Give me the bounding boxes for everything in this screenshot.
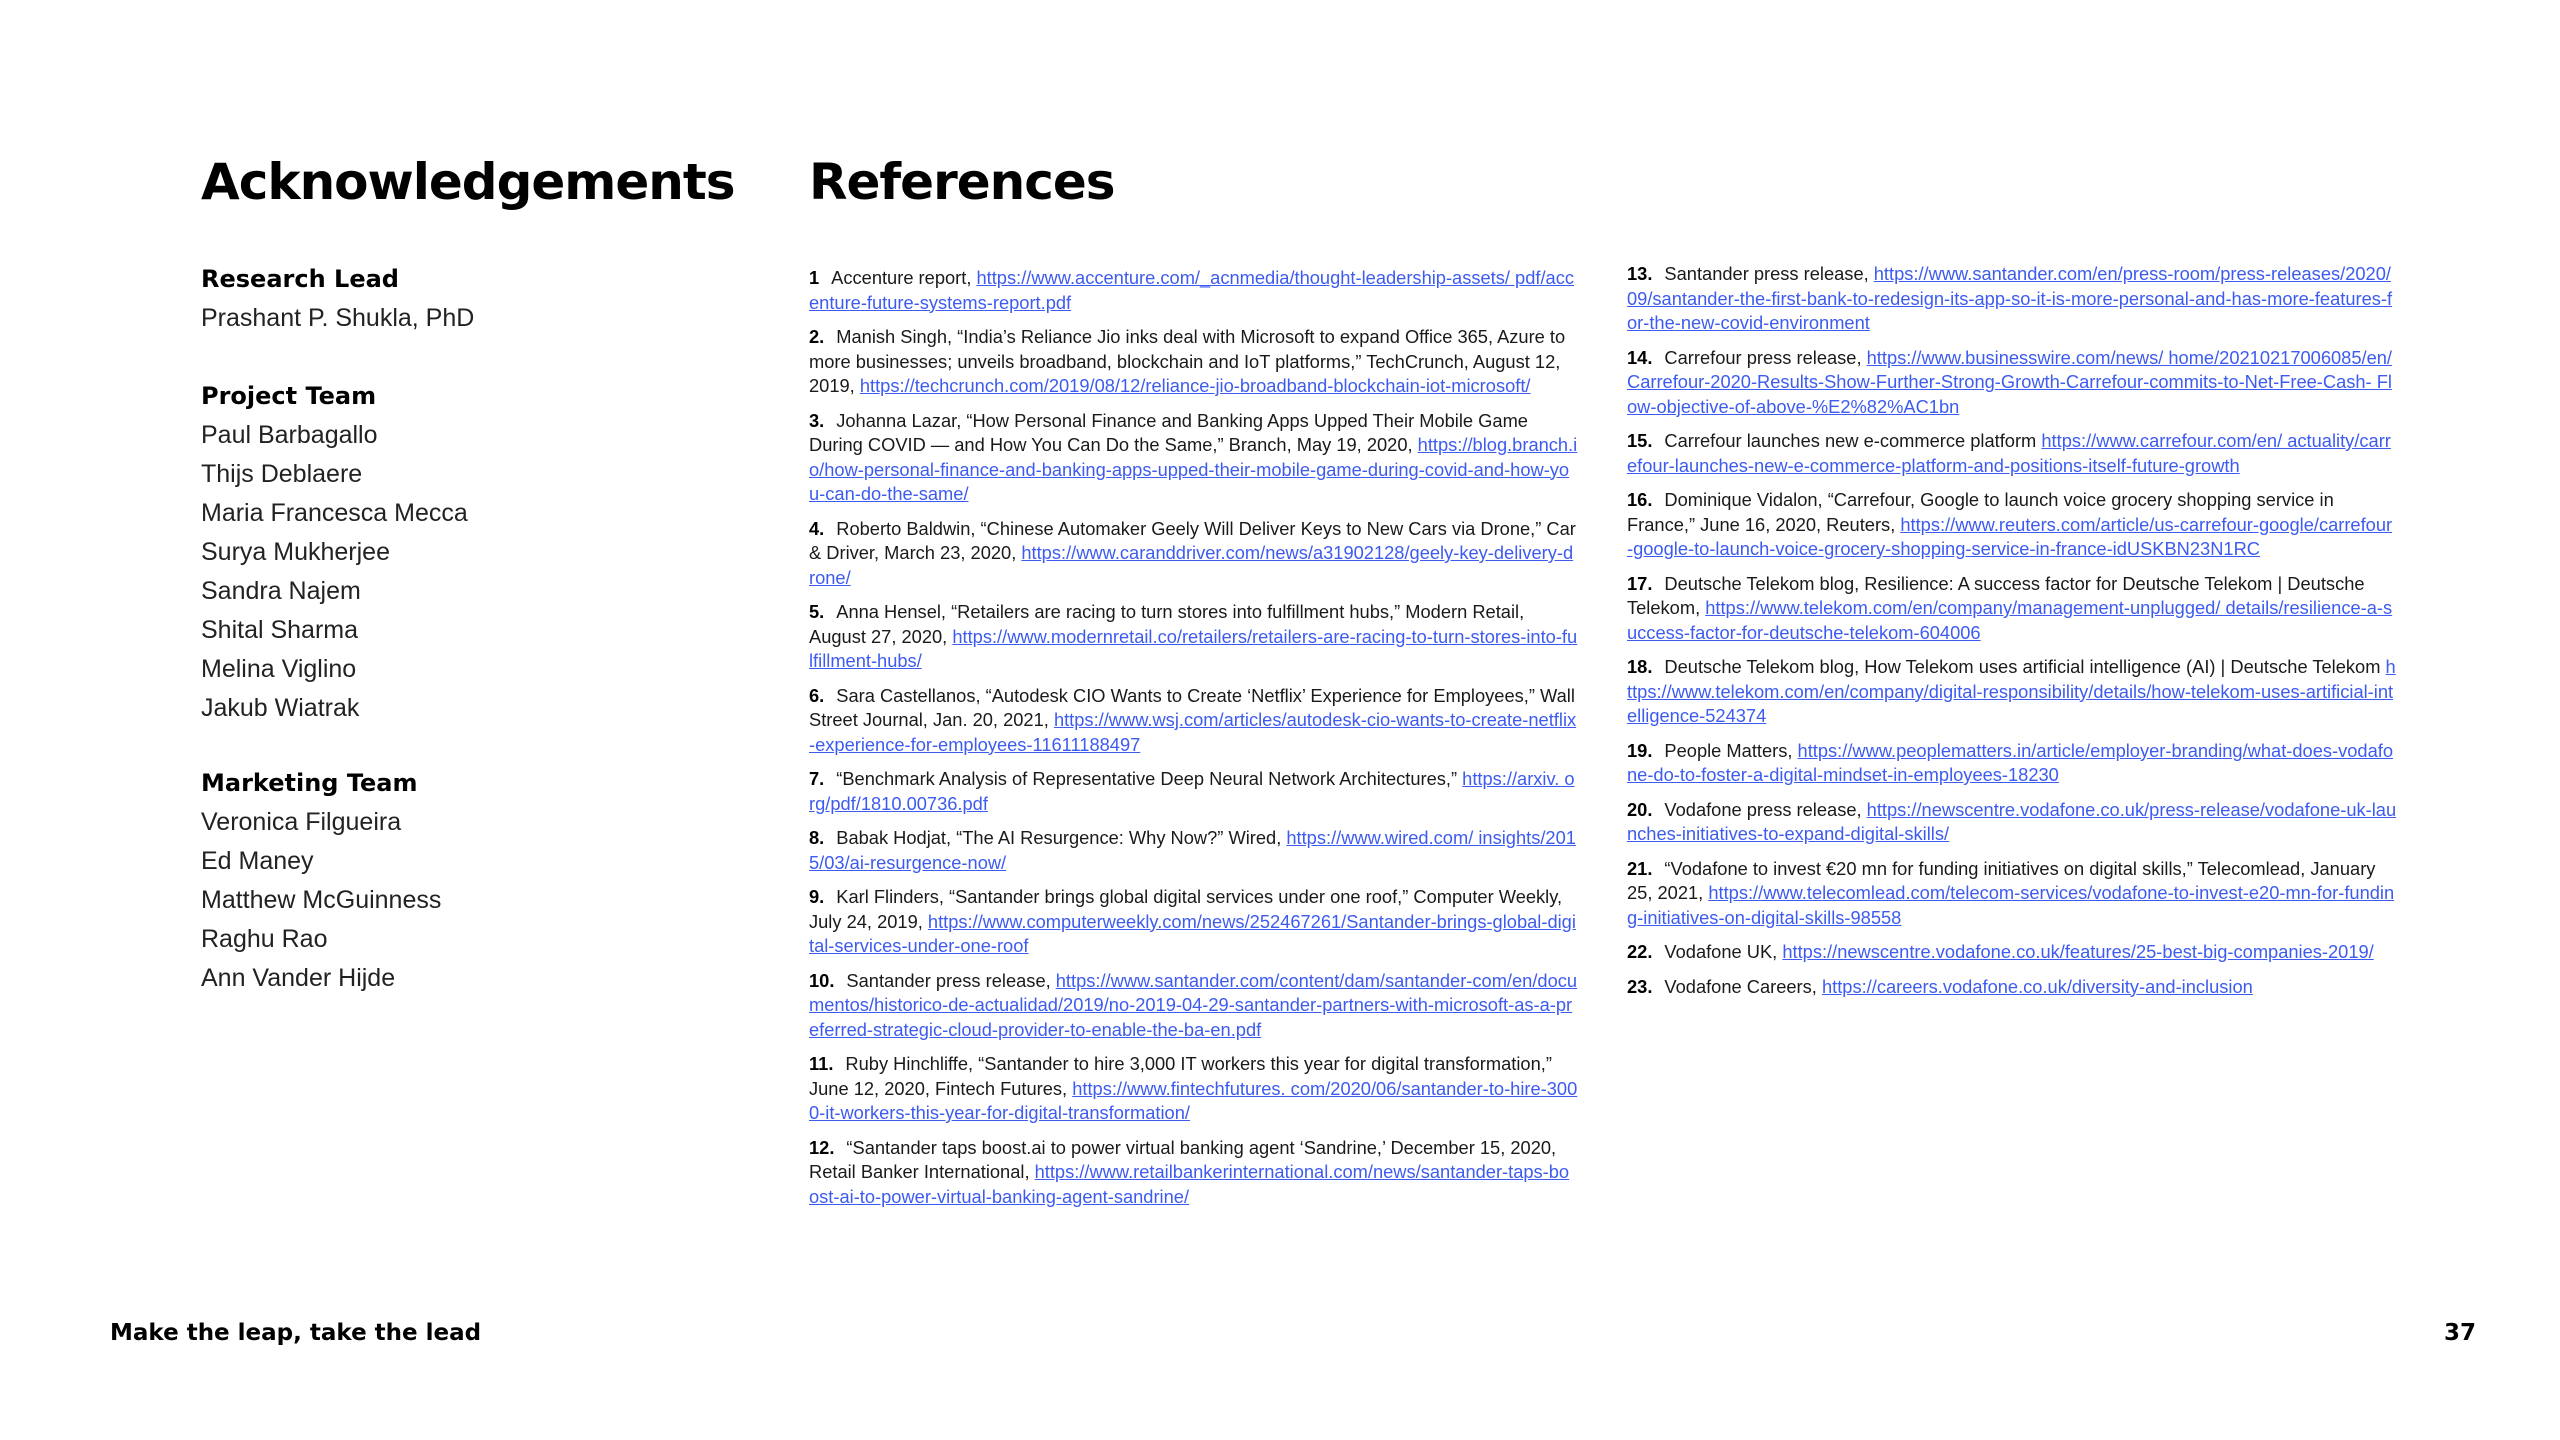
reference-link[interactable]: https://careers.vodafone.co.uk/diversity-and-inclusion xyxy=(1821,975,2253,997)
reference-item xyxy=(809,600,1579,674)
project-team-title: Project Team xyxy=(201,382,377,410)
reference-item xyxy=(809,325,1579,399)
reference-link[interactable]: https://www.retailbankerinternational.com/news/santander-taps-boost-ai-to-power-virtual-banking-agent-sandrine/ xyxy=(809,1161,1570,1207)
reference-item xyxy=(1627,975,2397,1000)
reference-item xyxy=(1627,429,2397,478)
reference-link[interactable]: https://blog.branch.io/how-personal-finance-and-banking-apps-upped-their-mobile-game-during-covid-and-how-you-can-do-the-same/ xyxy=(809,434,1578,504)
reference-link[interactable]: https://www.wsj.com/articles/autodesk-cio-wants-to-create-netflix-experience-for-employees-11611188497 xyxy=(809,709,1577,755)
reference-number: 10. xyxy=(809,969,835,991)
reference-text: Roberto Baldwin, “Chinese Automaker Geely Will Deliver Keys to New Cars via Drone,” Car & Driver, March 23, 2020, xyxy=(809,517,1576,563)
reference-number: 15. xyxy=(1627,430,1653,451)
reference-number: 11. xyxy=(809,1053,834,1074)
reference-link[interactable]: https://www.santander.com/content/dam/santander-com/en/documentos/historico-de-actualidad/2019/no-2019-04-29-santander-partners-with-microsoft-as-a-preferred-strategic-cloud-provider-to-enable-the-ba-en.pdf xyxy=(809,969,1578,1040)
reference-text: Deutsche Telekom blog, Resilience: A success factor for Deutsche Telekom | Deutsche Telekom, xyxy=(1627,572,2365,618)
references-title: References xyxy=(809,153,1115,211)
person-name: Sandra Najem xyxy=(201,577,361,605)
reference-link[interactable]: https://www.telekom.com/en/company/management-unplugged/ details/resilience-a-success-factor-for-deutsche-telekom-604006 xyxy=(1627,597,2393,643)
project-team-section xyxy=(201,377,468,728)
reference-number: 12. xyxy=(809,1136,835,1158)
reference-number: 8. xyxy=(809,827,825,848)
reference-item xyxy=(809,1136,1579,1210)
reference-text: Vodafone press release, xyxy=(1664,798,1867,820)
reference-link[interactable]: https://www.telekom.com/en/company/digital-responsibility/details/how-telekom-uses-artificial-intelligence-524374 xyxy=(1627,656,2396,726)
reference-number: 3. xyxy=(809,409,825,431)
reference-link[interactable]: https://www.caranddriver.com/news/a31902128/geely-key-delivery-drone/ xyxy=(809,542,1574,588)
person-name: Ann Vander Hijde xyxy=(201,964,396,992)
reference-link[interactable]: https://newscentre.vodafone.co.uk/press-release/vodafone-uk-launches-initiatives-to-expand-digital-skills/ xyxy=(1627,798,2397,844)
reference-text: “Benchmark Analysis of Representative Deep Neural Network Architectures,” xyxy=(836,768,1463,789)
reference-number: 6. xyxy=(809,684,825,706)
reference-link[interactable]: https://www.fintechfutures. com/2020/06/santander-to-hire-3000-it-workers-this-year-for-digital-transformation/ xyxy=(809,1077,1578,1123)
reference-text: “Santander taps boost.ai to power virtual banking agent ‘Sandrine,’ December 15, 2020, Retail Banker International, xyxy=(809,1136,1557,1182)
reference-text: Karl Flinders, “Santander brings global digital services under one roof,” Computer Weekly, July 24, 2019, xyxy=(809,886,1563,932)
reference-number: 16. xyxy=(1627,489,1653,510)
marketing-team-section xyxy=(201,764,441,998)
reference-number: 22. xyxy=(1627,941,1653,962)
reference-item xyxy=(809,1052,1579,1126)
reference-item xyxy=(1627,739,2397,788)
reference-text: Vodafone UK, xyxy=(1664,941,1783,962)
reference-item xyxy=(1627,857,2397,931)
acknowledgements-title: Acknowledgements xyxy=(201,153,735,211)
reference-item xyxy=(1627,346,2397,420)
reference-number: 18. xyxy=(1627,656,1653,677)
marketing-team-title: Marketing Team xyxy=(201,769,418,797)
reference-number: 20. xyxy=(1627,798,1653,820)
reference-number: 23. xyxy=(1627,975,1653,997)
reference-link[interactable]: https://www.businesswire.com/news/ home/20210217006085/en/ Carrefour-2020-Results-Show-Further-Strong-Growth-Carrefour-commits-to-Net-Free-Cash- Flow-objective-of-above-%E2%82%AC1bn xyxy=(1627,346,2393,417)
reference-link[interactable]: https://www.santander.com/en/press-room/press-releases/2020/09/santander-the-first-bank-to-redesign-its-app-so-it-is-more-personal-and-has-more-features-for-the-new-covid-environment xyxy=(1627,263,2393,333)
references-column-1 xyxy=(809,266,1579,1219)
reference-number: 13. xyxy=(1627,263,1653,284)
reference-link[interactable]: https://newscentre.vodafone.co.uk/features/25-best-big-companies-2019/ xyxy=(1782,941,2374,962)
reference-item xyxy=(1627,262,2397,336)
person-name: Melina Viglino xyxy=(201,655,357,683)
reference-item xyxy=(809,684,1579,758)
reference-link[interactable]: https://www.peoplematters.in/article/employer-branding/what-does-vodafone-do-to-foster-a-digital-mindset-in-employees-18230 xyxy=(1627,739,2393,785)
reference-text: People Matters, xyxy=(1664,739,1798,761)
person-name: Shital Sharma xyxy=(201,616,359,644)
reference-text: Santander press release, xyxy=(846,969,1056,991)
person-name: Ed Maney xyxy=(201,847,314,875)
reference-item xyxy=(1627,572,2397,646)
reference-number: 2. xyxy=(809,326,825,347)
person-name: Thijs Deblaere xyxy=(201,460,363,488)
reference-item xyxy=(1627,940,2397,965)
acknowledgements-section xyxy=(201,148,761,992)
reference-item xyxy=(809,826,1579,875)
reference-text: Manish Singh, “India’s Reliance Jio inks deal with Microsoft to expand Office 365, Azure to more businesses; unveils broadband, blockchain and IoT platforms,” TechCrunch, August 12, 2019, xyxy=(809,326,1566,396)
reference-item xyxy=(1627,798,2397,847)
references-column-2 xyxy=(1627,262,2397,1009)
reference-number: 4. xyxy=(809,517,825,539)
reference-link[interactable]: https://www.reuters.com/article/us-carrefour-google/carrefour-google-to-launch-voice-grocery-shopping-service-in-france-idUSKBN23N1RC xyxy=(1627,513,2393,559)
reference-item xyxy=(809,885,1579,959)
reference-text: Santander press release, xyxy=(1664,263,1874,284)
reference-text: Accenture report, xyxy=(831,267,977,288)
reference-number: 5. xyxy=(809,601,825,622)
reference-text: Babak Hodjat, “The AI Resurgence: Why Now?” Wired, xyxy=(836,827,1287,848)
reference-number: 17. xyxy=(1627,572,1653,594)
reference-item xyxy=(809,517,1579,591)
reference-text: Carrefour launches new e-commerce platform xyxy=(1664,430,2042,451)
reference-text: Ruby Hinchliffe, “Santander to hire 3,000 IT workers this year for digital transformation,” June 12, 2020, Fintech Futures, xyxy=(809,1053,1552,1099)
page-number: 37 xyxy=(2443,1320,2476,1346)
person-name: Veronica Filgueira xyxy=(201,808,402,836)
reference-number: 14. xyxy=(1627,346,1653,368)
reference-text: Sara Castellanos, “Autodesk CIO Wants to Create ‘Netflix’ Experience for Employees,” Wall Street Journal, Jan. 20, 2021, xyxy=(809,684,1575,730)
reference-text: Vodafone Careers, xyxy=(1664,975,1822,997)
reference-link[interactable]: https://www.telecomlead.com/telecom-services/vodafone-to-invest-e20-mn-for-funding-initiatives-on-digital-skills-98558 xyxy=(1627,882,2395,928)
reference-number: 1 xyxy=(809,267,820,288)
research-lead-title: Research Lead xyxy=(201,265,399,293)
reference-link[interactable]: https://www.carrefour.com/en/ actuality/carrefour-launches-new-e-commerce-platform-and-positions-itself-future-growth xyxy=(1627,430,2391,476)
reference-item xyxy=(809,767,1579,816)
reference-text: Anna Hensel, “Retailers are racing to turn stores into fulfillment hubs,” Modern Retail, August 27, 2020, xyxy=(809,601,1525,647)
reference-number: 7. xyxy=(809,768,825,789)
reference-item xyxy=(1627,488,2397,562)
reference-text: Deutsche Telekom blog, How Telekom uses artificial intelligence (AI) | Deutsche Telekom xyxy=(1664,656,2386,677)
reference-link[interactable]: https://www.accenture.com/_acnmedia/thought-leadership-assets/ pdf/accenture-future-systems-report.pdf xyxy=(809,267,1574,313)
footer-tagline: Make the leap, take the lead xyxy=(110,1320,482,1346)
reference-link[interactable]: https://arxiv. org/pdf/1810.00736.pdf xyxy=(809,768,1575,814)
reference-link[interactable]: https://www.modernretail.co/retailers/retailers-are-racing-to-turn-stores-into-fulfillment-hubs/ xyxy=(809,625,1578,671)
reference-item xyxy=(809,969,1579,1043)
person-name: Raghu Rao xyxy=(201,925,328,953)
person-name: Jakub Wiatrak xyxy=(201,694,360,722)
person-name: Prashant P. Shukla, PhD xyxy=(201,304,475,332)
reference-text: “Vodafone to invest €20 mn for funding initiatives on digital skills,” Telecomlead, January 25, 2021, xyxy=(1627,857,2376,903)
person-name: Matthew McGuinness xyxy=(201,886,442,914)
person-name: Paul Barbagallo xyxy=(201,421,378,449)
reference-link[interactable]: https://www.computerweekly.com/news/252467261/Santander-brings-global-digital-services-under-one-roof xyxy=(809,910,1576,956)
reference-link[interactable]: https://techcrunch.com/2019/08/12/reliance-jio-broadband-blockchain-iot-microsoft/ xyxy=(859,375,1531,396)
reference-number: 21. xyxy=(1627,857,1653,879)
reference-number: 9. xyxy=(809,886,825,907)
person-name: Maria Francesca Mecca xyxy=(201,499,468,527)
person-name: Surya Mukherjee xyxy=(201,538,390,566)
reference-item xyxy=(1627,655,2397,729)
reference-text: Carrefour press release, xyxy=(1664,346,1867,368)
research-lead-section xyxy=(201,260,474,338)
reference-text: Dominique Vidalon, “Carrefour, Google to launch voice grocery shopping service in France,” June 16, 2020, Reuters, xyxy=(1627,489,2334,535)
reference-text: Johanna Lazar, “How Personal Finance and Banking Apps Upped Their Mobile Game During COVID — and How You Can Do the Same,” Branch, May 19, 2020, xyxy=(809,409,1528,455)
reference-link[interactable]: https://www.wired.com/ insights/2015/03/ai-resurgence-now/ xyxy=(809,827,1576,873)
reference-item xyxy=(809,409,1579,507)
reference-number: 19. xyxy=(1627,739,1653,761)
reference-item xyxy=(809,266,1579,315)
